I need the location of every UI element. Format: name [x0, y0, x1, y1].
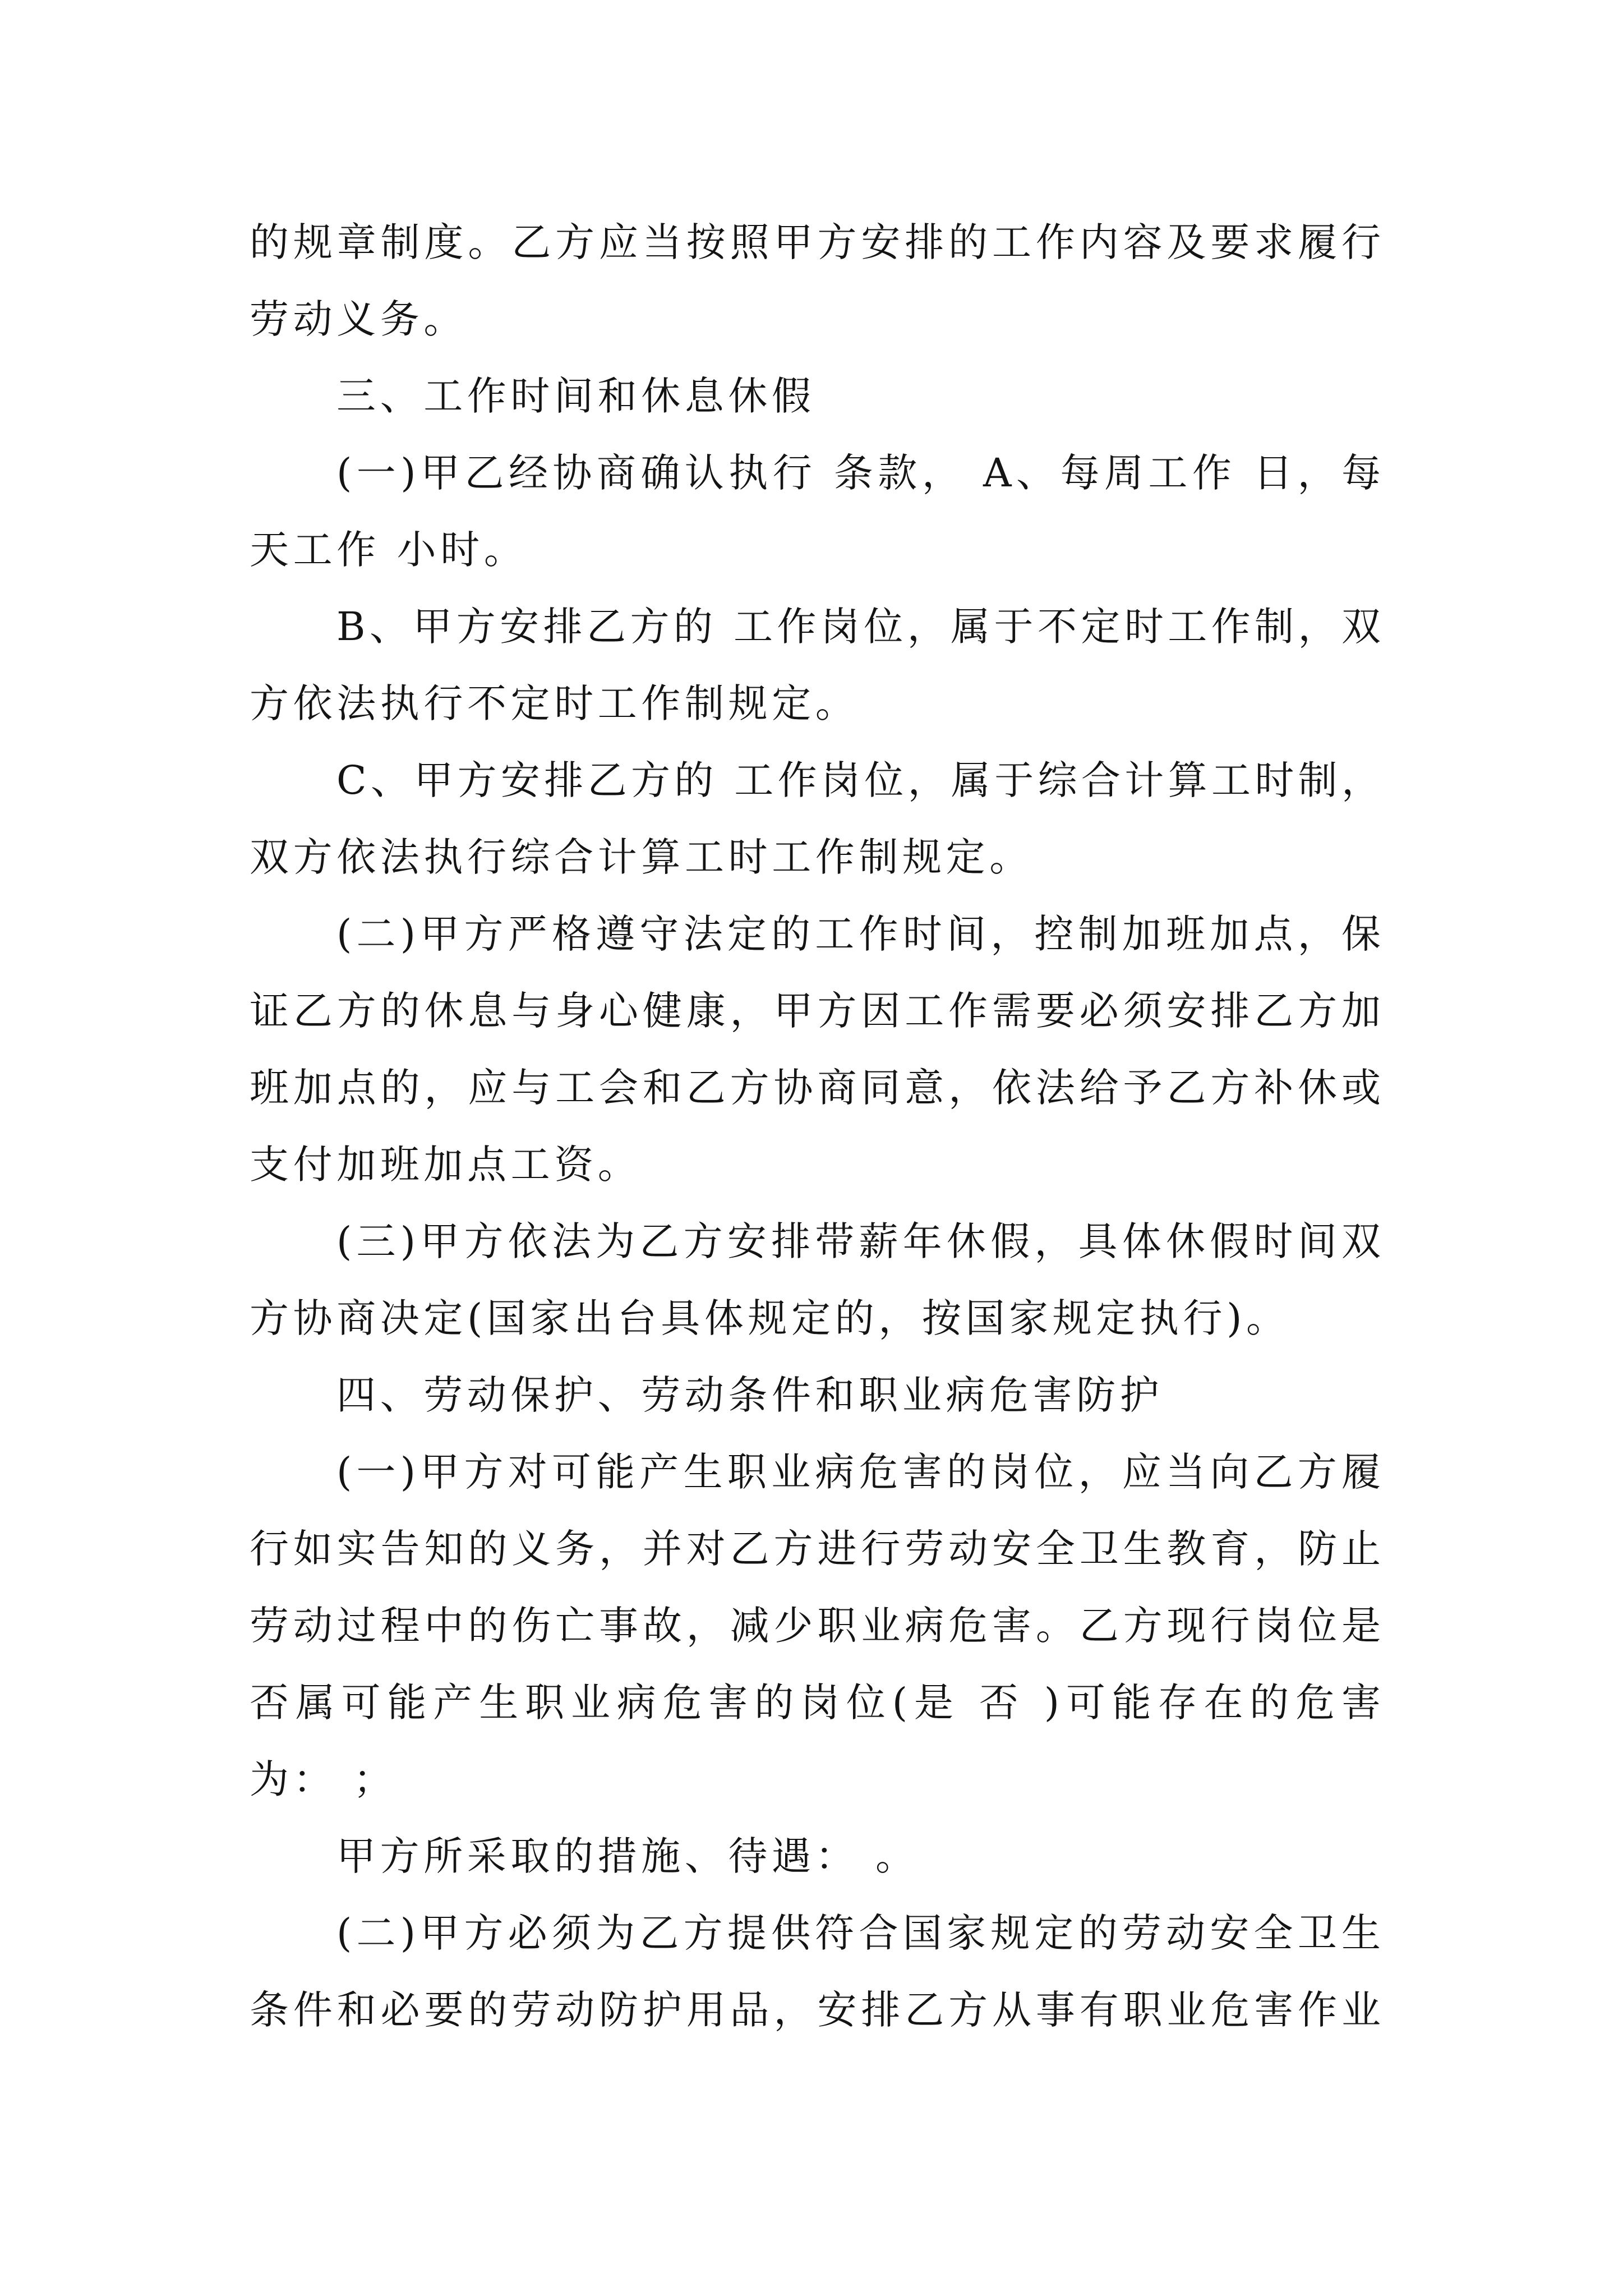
text-line: 方协商决定(国家出台具体规定的，按国家规定执行)。: [250, 1295, 1290, 1341]
clause-measures: [250, 1818, 1381, 1895]
clause-working-hours-2: [250, 896, 1381, 1203]
text-line: (二)甲方严格遵守法定的工作时间，控制加班加点，保: [336, 911, 1381, 957]
section-heading-line: 四、劳动保护、劳动条件和职业病危害防护: [336, 1372, 1164, 1418]
clause-option-c: [250, 742, 1381, 896]
text-line: 支付加班加点工资。: [250, 1142, 642, 1188]
text-line: 天工作 小时。: [250, 527, 528, 573]
text-line: (一)甲乙经协商确认执行 条款， A、每周工作 日，每: [336, 450, 1381, 496]
text-line: (一)甲方对可能产生职业病危害的岗位，应当向乙方履: [336, 1449, 1381, 1495]
clause-option-b: [250, 588, 1381, 742]
text-line: (二)甲方必须为乙方提供符合国家规定的劳动安全卫生: [336, 1910, 1381, 1956]
text-line: B、甲方安排乙方的 工作岗位，属于不定时工作制，双: [336, 604, 1381, 650]
text-line: 方依法执行不定时工作制规定。: [250, 680, 859, 726]
clause-working-hours-1: [250, 435, 1381, 588]
clause-labor-protection-2: [250, 1895, 1381, 2049]
section-heading-line: 三、工作时间和休息休假: [336, 373, 815, 419]
text-line: 条件和必要的劳动防护用品，安排乙方从事有职业危害作业: [250, 1987, 1381, 2033]
text-line: 证乙方的休息与身心健康，甲方因工作需要必须安排乙方加: [250, 988, 1381, 1034]
clause-working-hours-3: [250, 1203, 1381, 1357]
text-line: 行如实告知的义务，并对乙方进行劳动安全卫生教育，防止: [250, 1526, 1381, 1572]
text-line: 班加点的，应与工会和乙方协商同意，依法给予乙方补休或: [250, 1065, 1381, 1111]
text-line: (三)甲方依法为乙方安排带薪年休假，具体休假时间双: [336, 1218, 1381, 1264]
text-line: 否属可能产生职业病危害的岗位(是 否 )可能存在的危害: [250, 1680, 1381, 1726]
text-line: 的规章制度。乙方应当按照甲方安排的工作内容及要求履行: [250, 219, 1381, 265]
document-body: [250, 204, 1381, 2049]
text-line: C、甲方安排乙方的 工作岗位，属于综合计算工时制，: [336, 757, 1381, 803]
section-heading-labor-protection: [250, 1357, 1381, 1434]
text-line: 劳动义务。: [250, 296, 467, 342]
text-line: 为： ；: [250, 1756, 397, 1802]
text-line: 劳动过程中的伤亡事故，减少职业病危害。乙方现行岗位是: [250, 1603, 1381, 1649]
text-line: 甲方所采取的措施、待遇： 。: [336, 1833, 919, 1879]
section-heading-working-hours: [250, 358, 1381, 435]
clause-labor-protection-1: [250, 1434, 1381, 1818]
paragraph-continuation: [250, 204, 1381, 358]
text-line: 双方依法执行综合计算工时工作制规定。: [250, 834, 1033, 880]
